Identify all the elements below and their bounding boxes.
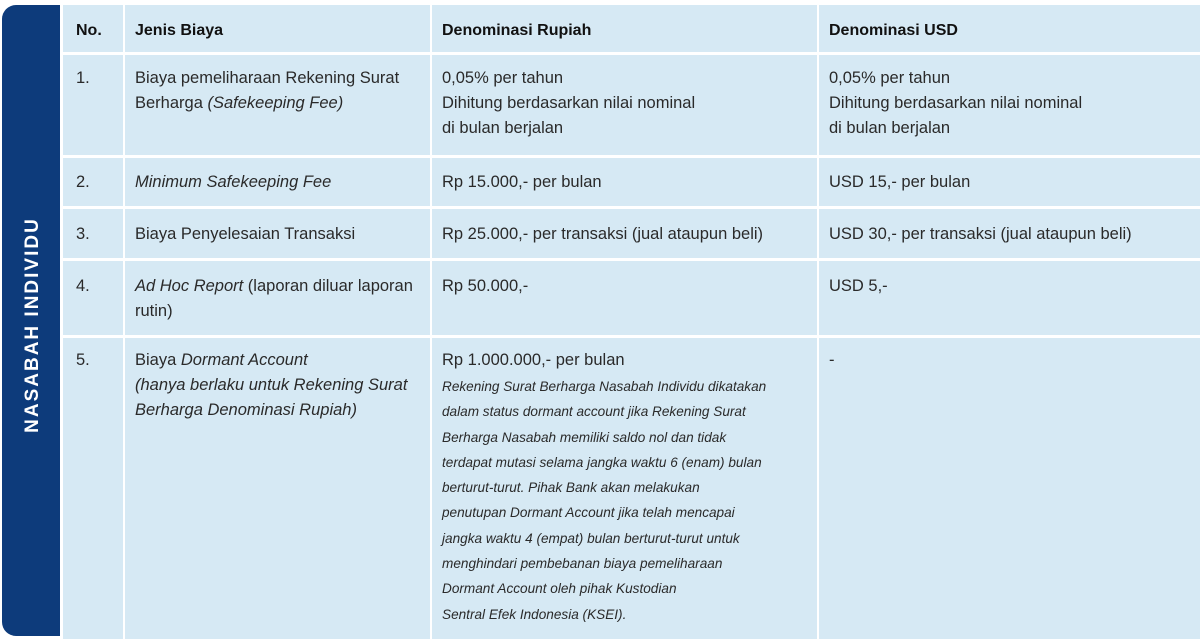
table-row <box>63 209 1200 261</box>
fee-type: Biaya Penyelesaian Transaksi <box>125 209 432 261</box>
table-row <box>63 158 1200 209</box>
header-no: No. <box>63 5 125 55</box>
dormant-account-note <box>442 374 807 627</box>
fee-type: Minimum Safekeeping Fee <box>125 158 432 209</box>
fee-type-italic: (Safekeeping Fee) <box>207 94 344 112</box>
rupiah-line: 0,05% per tahun <box>442 69 564 87</box>
note-line: berturut-turut. Pihak Bank akan melakukan <box>442 480 700 496</box>
usd-value: USD 15,- per bulan <box>819 158 1200 209</box>
fee-type-text: Biaya pemeliharaan Rekening Surat Berharga <box>135 69 400 112</box>
rupiah-value: Rp 50.000,- <box>432 261 819 338</box>
usd-value: USD 30,- per transaksi (jual ataupun beli) <box>819 209 1200 261</box>
header-row <box>63 5 1200 55</box>
usd-line: 0,05% per tahun <box>829 69 951 87</box>
header-denominasi-usd: Denominasi USD <box>819 5 1200 55</box>
header-denominasi-rupiah: Denominasi Rupiah <box>432 5 819 55</box>
row-number: 4. <box>63 261 125 338</box>
usd-value <box>819 55 1200 158</box>
usd-value: - <box>819 338 1200 642</box>
table-row <box>63 261 1200 338</box>
rupiah-line: Dihitung berdasarkan nilai nominal <box>442 94 696 112</box>
rupiah-value <box>432 338 819 642</box>
note-line: terdapat mutasi selama jangka waktu 6 (enam) bulan <box>442 454 762 470</box>
usd-line: Dihitung berdasarkan nilai nominal <box>829 94 1083 112</box>
usd-value: USD 5,- <box>819 261 1200 338</box>
table-row <box>63 338 1200 642</box>
fee-type-text: Biaya <box>135 351 181 369</box>
fee-table <box>63 5 1200 642</box>
row-number: 1. <box>63 55 125 158</box>
row-number: 5. <box>63 338 125 642</box>
usd-line: di bulan berjalan <box>829 119 951 137</box>
side-tab <box>2 5 60 636</box>
rupiah-value: Rp 15.000,- per bulan <box>432 158 819 209</box>
fee-type <box>125 55 432 158</box>
note-line: menghindari pembebanan biaya pemeliharaan <box>442 556 723 572</box>
fee-type <box>125 338 432 642</box>
side-label: NASABAH INDIVIDU <box>22 217 43 433</box>
note-line: Dormant Account oleh pihak Kustodian <box>442 581 677 597</box>
rupiah-line: di bulan berjalan <box>442 119 564 137</box>
note-line: jangka waktu 4 (empat) bulan berturut-turut untuk <box>442 530 740 546</box>
header-jenis-biaya: Jenis Biaya <box>125 5 432 55</box>
note-line: dalam status dormant account jika Rekening Surat <box>442 404 746 420</box>
note-line: penutupan Dormant Account jika telah mencapai <box>442 505 735 521</box>
fee-type-italic: Dormant Account <box>180 351 308 369</box>
note-line: Berharga Nasabah memiliki saldo nol dan tidak <box>442 429 727 445</box>
rupiah-line: Rp 1.000.000,- per bulan <box>442 351 625 369</box>
fee-type-note: (hanya berlaku untuk Rekening Surat Berharga Denominasi Rupiah) <box>135 376 408 419</box>
fee-type-text: (laporan diluar laporan rutin) <box>135 277 413 320</box>
fee-type <box>125 261 432 338</box>
note-line: Sentral Efek Indonesia (KSEI). <box>442 606 627 622</box>
row-number: 2. <box>63 158 125 209</box>
rupiah-value <box>432 55 819 158</box>
table-row <box>63 55 1200 158</box>
note-line: Rekening Surat Berharga Nasabah Individu dikatakan <box>442 379 767 394</box>
rupiah-value: Rp 25.000,- per transaksi (jual ataupun beli) <box>432 209 819 261</box>
row-number: 3. <box>63 209 125 261</box>
fee-type-italic: Ad Hoc Report <box>135 277 244 295</box>
